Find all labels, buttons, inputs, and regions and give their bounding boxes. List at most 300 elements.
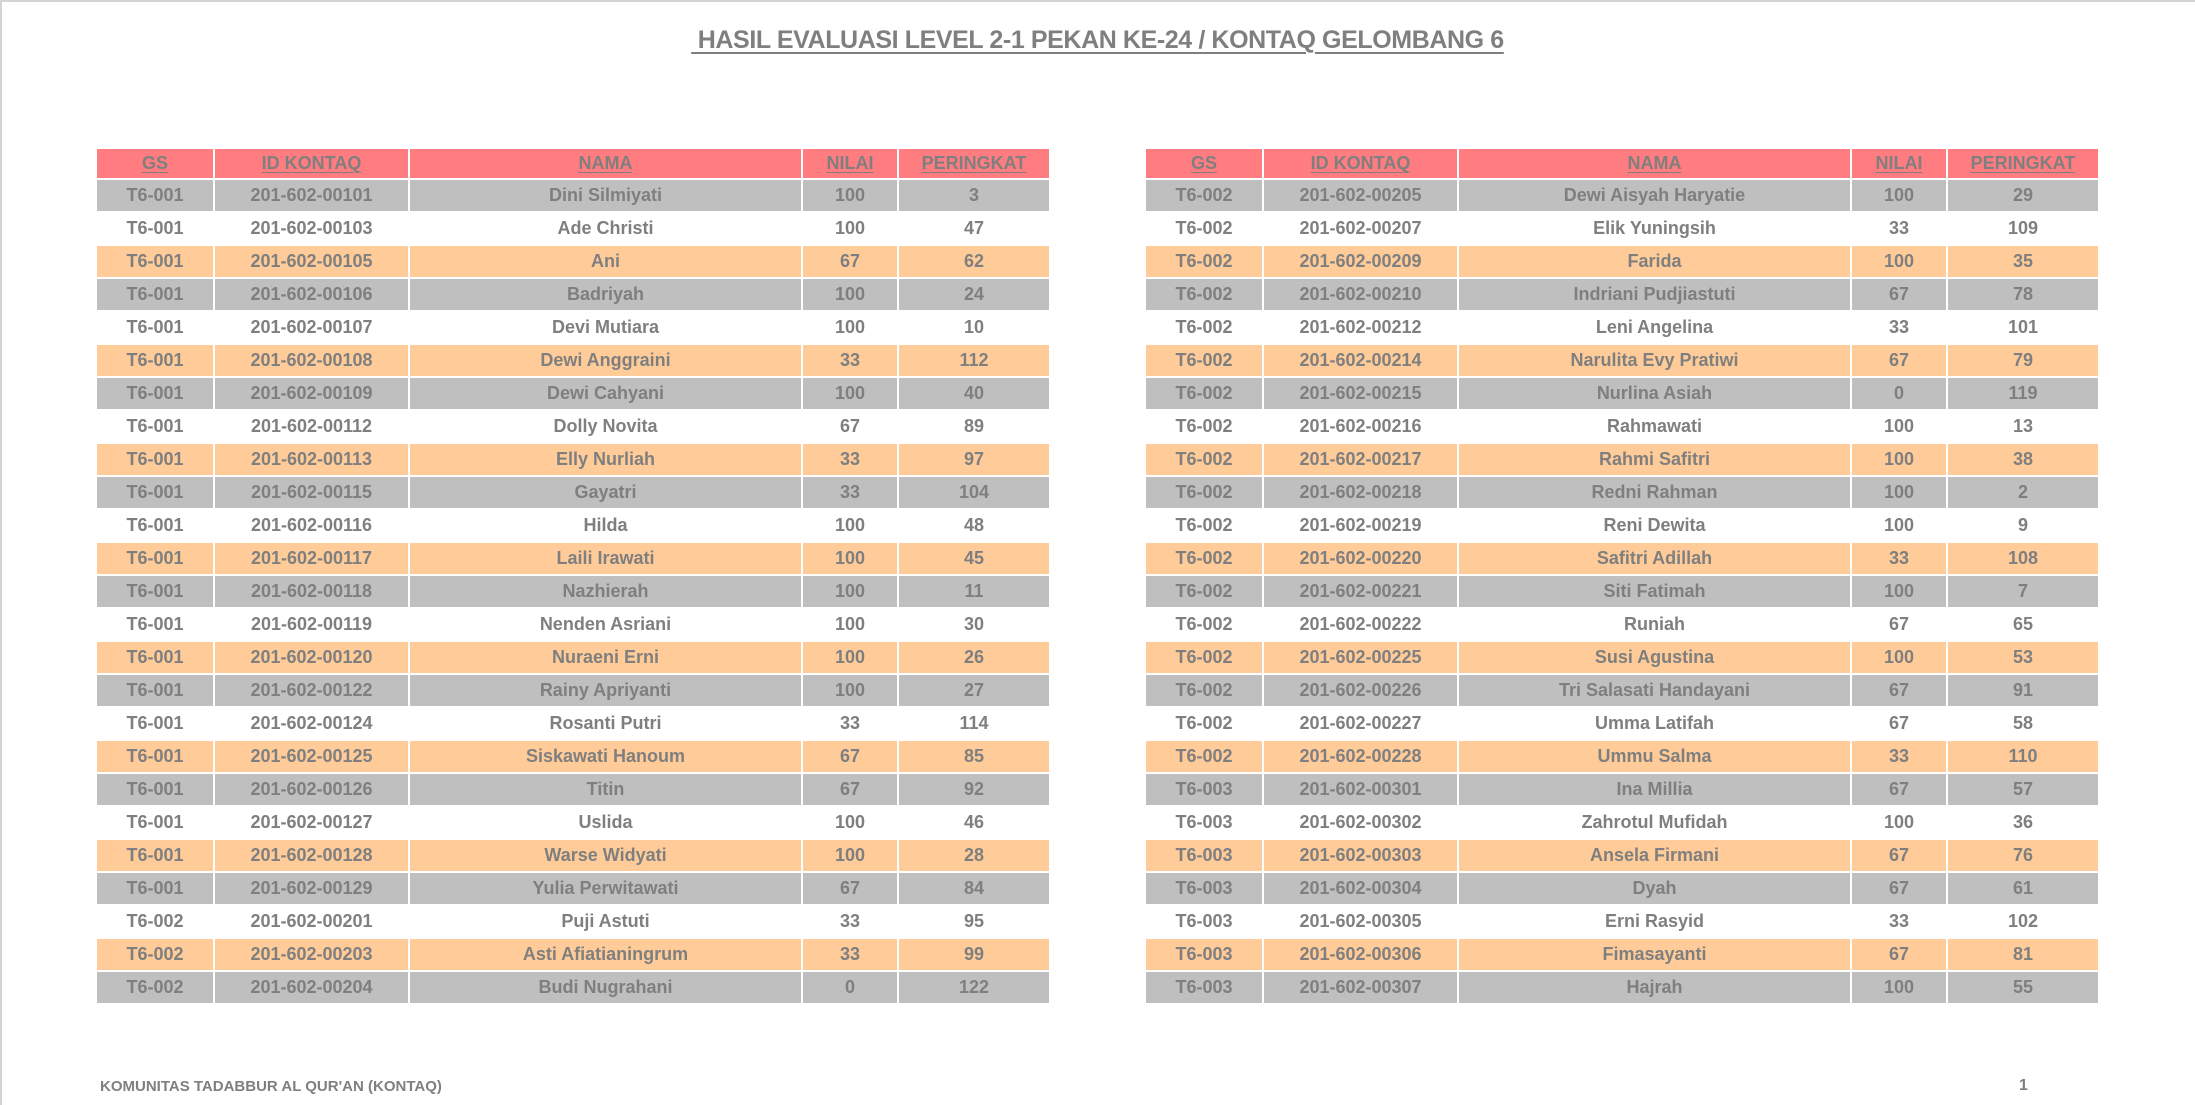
cell-peringkat: 95 [898,905,1049,938]
cell-peringkat: 92 [898,773,1049,806]
cell-nilai: 33 [802,707,898,740]
table-row [97,443,1049,476]
cell-id-kontaq: 201-602-00225 [1263,641,1458,674]
cell-gs: T6-001 [97,311,214,344]
cell-id-kontaq: 201-602-00115 [214,476,409,509]
cell-gs: T6-002 [1146,740,1263,773]
cell-id-kontaq: 201-602-00204 [214,971,409,1004]
cell-nama: Badriyah [409,278,802,311]
cell-id-kontaq: 201-602-00203 [214,938,409,971]
cell-peringkat: 62 [898,245,1049,278]
cell-id-kontaq: 201-602-00217 [1263,443,1458,476]
cell-id-kontaq: 201-602-00201 [214,905,409,938]
cell-nama: Dyah [1458,872,1851,905]
cell-gs: T6-001 [97,509,214,542]
column-header-label: ID KONTAQ [1310,153,1411,173]
cell-nama: Susi Agustina [1458,641,1851,674]
cell-id-kontaq: 201-602-00120 [214,641,409,674]
cell-id-kontaq: 201-602-00107 [214,311,409,344]
cell-id-kontaq: 201-602-00112 [214,410,409,443]
cell-nilai: 100 [1851,575,1947,608]
cell-peringkat: 29 [1947,179,2098,212]
table-row [97,905,1049,938]
cell-nilai: 33 [802,938,898,971]
cell-nama: Safitri Adillah [1458,542,1851,575]
cell-id-kontaq: 201-602-00128 [214,839,409,872]
cell-id-kontaq: 201-602-00228 [1263,740,1458,773]
table-row [1146,476,2098,509]
table-row [1146,740,2098,773]
cell-peringkat: 65 [1947,608,2098,641]
cell-peringkat: 26 [898,641,1049,674]
table-header-row [1146,149,2098,179]
table-row [1146,872,2098,905]
cell-peringkat: 11 [898,575,1049,608]
cell-nama: Tri Salasati Handayani [1458,674,1851,707]
cell-id-kontaq: 201-602-00226 [1263,674,1458,707]
cell-gs: T6-002 [1146,707,1263,740]
cell-nama: Ani [409,245,802,278]
column-header-gs [97,149,214,179]
table-row [97,542,1049,575]
table-row [1146,905,2098,938]
table-row [97,575,1049,608]
cell-peringkat: 46 [898,806,1049,839]
cell-gs: T6-002 [1146,212,1263,245]
cell-gs: T6-003 [1146,773,1263,806]
cell-nilai: 67 [1851,674,1947,707]
cell-peringkat: 40 [898,377,1049,410]
cell-gs: T6-001 [97,575,214,608]
cell-peringkat: 55 [1947,971,2098,1004]
table-body [1146,179,2098,1004]
cell-peringkat: 102 [1947,905,2098,938]
table-row [1146,806,2098,839]
table-row [97,245,1049,278]
table-row [97,872,1049,905]
table-row [97,278,1049,311]
table-row [97,806,1049,839]
cell-gs: T6-001 [97,179,214,212]
cell-nama: Hajrah [1458,971,1851,1004]
cell-nilai: 67 [802,872,898,905]
column-header-label: PERINGKAT [921,153,1027,173]
cell-id-kontaq: 201-602-00216 [1263,410,1458,443]
cell-nilai: 67 [1851,938,1947,971]
cell-gs: T6-001 [97,245,214,278]
table-row [97,344,1049,377]
cell-gs: T6-003 [1146,839,1263,872]
cell-id-kontaq: 201-602-00219 [1263,509,1458,542]
cell-id-kontaq: 201-602-00301 [1263,773,1458,806]
cell-id-kontaq: 201-602-00129 [214,872,409,905]
column-header-gs [1146,149,1263,179]
cell-gs: T6-002 [1146,179,1263,212]
table-body [97,179,1049,1004]
table-row [97,674,1049,707]
column-header-label: PERINGKAT [1970,153,2076,173]
cell-peringkat: 35 [1947,245,2098,278]
cell-id-kontaq: 201-602-00119 [214,608,409,641]
cell-peringkat: 89 [898,410,1049,443]
table-row [1146,245,2098,278]
table-row [1146,542,2098,575]
cell-nama: Ummu Salma [1458,740,1851,773]
cell-nilai: 33 [802,443,898,476]
cell-id-kontaq: 201-602-00305 [1263,905,1458,938]
table-row [97,476,1049,509]
cell-gs: T6-001 [97,443,214,476]
cell-id-kontaq: 201-602-00304 [1263,872,1458,905]
cell-id-kontaq: 201-602-00125 [214,740,409,773]
cell-id-kontaq: 201-602-00113 [214,443,409,476]
cell-nilai: 33 [1851,905,1947,938]
cell-nilai: 100 [1851,179,1947,212]
cell-nama: Laili Irawati [409,542,802,575]
table-row [1146,575,2098,608]
cell-peringkat: 3 [898,179,1049,212]
column-header-nama [409,149,802,179]
cell-gs: T6-002 [1146,542,1263,575]
cell-peringkat: 47 [898,212,1049,245]
cell-nama: Rahmawati [1458,410,1851,443]
cell-nilai: 33 [802,476,898,509]
table-header-row [97,149,1049,179]
cell-id-kontaq: 201-602-00306 [1263,938,1458,971]
results-table-left [97,149,1049,1005]
table-row [1146,641,2098,674]
cell-nilai: 100 [802,542,898,575]
cell-gs: T6-003 [1146,806,1263,839]
column-header-label: GS [1190,153,1217,173]
column-header-nama [1458,149,1851,179]
table-row [97,839,1049,872]
cell-nama: Reni Dewita [1458,509,1851,542]
cell-nama: Hilda [409,509,802,542]
page-title-text: HASIL EVALUASI LEVEL 2-1 PEKAN KE-24 / KONTAQ GELOMBANG 6 [691,26,1504,54]
cell-gs: T6-002 [1146,344,1263,377]
table-row [1146,212,2098,245]
footer-organization: KOMUNITAS TADABBUR AL QUR'AN (KONTAQ) [100,1078,442,1095]
page-title [0,26,2195,55]
cell-nama: Uslida [409,806,802,839]
cell-id-kontaq: 201-602-00124 [214,707,409,740]
table-row [1146,773,2098,806]
table-row [97,377,1049,410]
cell-peringkat: 7 [1947,575,2098,608]
table-row [97,608,1049,641]
cell-peringkat: 78 [1947,278,2098,311]
cell-gs: T6-002 [1146,509,1263,542]
cell-id-kontaq: 201-602-00207 [1263,212,1458,245]
cell-gs: T6-001 [97,608,214,641]
column-header-label: NILAI [1875,153,1923,173]
column-header-label: NILAI [826,153,874,173]
cell-gs: T6-002 [1146,377,1263,410]
cell-id-kontaq: 201-602-00210 [1263,278,1458,311]
table-row [1146,971,2098,1004]
cell-nama: Yulia Perwitawati [409,872,802,905]
cell-id-kontaq: 201-602-00221 [1263,575,1458,608]
cell-gs: T6-001 [97,740,214,773]
cell-nama: Fimasayanti [1458,938,1851,971]
cell-peringkat: 110 [1947,740,2098,773]
column-header-peringkat [898,149,1049,179]
cell-gs: T6-002 [1146,410,1263,443]
cell-id-kontaq: 201-602-00108 [214,344,409,377]
table-row [1146,509,2098,542]
cell-nilai: 33 [802,905,898,938]
cell-nilai: 67 [1851,608,1947,641]
cell-nama: Umma Latifah [1458,707,1851,740]
cell-nama: Devi Mutiara [409,311,802,344]
cell-nama: Farida [1458,245,1851,278]
table-row [1146,443,2098,476]
cell-gs: T6-002 [1146,278,1263,311]
table-row [97,509,1049,542]
cell-nama: Redni Rahman [1458,476,1851,509]
table-row [1146,839,2098,872]
cell-peringkat: 84 [898,872,1049,905]
cell-nama: Ade Christi [409,212,802,245]
cell-nama: Runiah [1458,608,1851,641]
cell-nama: Rahmi Safitri [1458,443,1851,476]
table-row [1146,179,2098,212]
table-row [1146,674,2098,707]
cell-gs: T6-001 [97,542,214,575]
cell-peringkat: 112 [898,344,1049,377]
cell-gs: T6-003 [1146,872,1263,905]
cell-peringkat: 9 [1947,509,2098,542]
cell-nama: Indriani Pudjiastuti [1458,278,1851,311]
table-row [1146,707,2098,740]
table-row [97,740,1049,773]
table-row [97,938,1049,971]
cell-id-kontaq: 201-602-00122 [214,674,409,707]
cell-peringkat: 58 [1947,707,2098,740]
table-row [1146,410,2098,443]
cell-gs: T6-001 [97,377,214,410]
cell-gs: T6-002 [1146,674,1263,707]
table-row [97,773,1049,806]
column-header-peringkat [1947,149,2098,179]
cell-id-kontaq: 201-602-00101 [214,179,409,212]
cell-nama: Puji Astuti [409,905,802,938]
cell-nilai: 100 [802,674,898,707]
cell-id-kontaq: 201-602-00302 [1263,806,1458,839]
cell-nilai: 100 [802,575,898,608]
cell-gs: T6-002 [1146,608,1263,641]
cell-nilai: 67 [1851,344,1947,377]
cell-nilai: 100 [1851,410,1947,443]
cell-gs: T6-002 [1146,476,1263,509]
column-header-id-kontaq [1263,149,1458,179]
cell-nama: Erni Rasyid [1458,905,1851,938]
cell-nilai: 67 [802,773,898,806]
cell-nilai: 67 [1851,839,1947,872]
cell-peringkat: 81 [1947,938,2098,971]
table-row [97,707,1049,740]
cell-peringkat: 10 [898,311,1049,344]
cell-id-kontaq: 201-602-00116 [214,509,409,542]
cell-id-kontaq: 201-602-00209 [1263,245,1458,278]
table-row [1146,311,2098,344]
cell-gs: T6-001 [97,212,214,245]
cell-id-kontaq: 201-602-00214 [1263,344,1458,377]
cell-nilai: 0 [802,971,898,1004]
cell-gs: T6-001 [97,773,214,806]
cell-id-kontaq: 201-602-00117 [214,542,409,575]
table-row [1146,938,2098,971]
table-row [1146,608,2098,641]
cell-id-kontaq: 201-602-00205 [1263,179,1458,212]
cell-peringkat: 30 [898,608,1049,641]
cell-nilai: 33 [1851,311,1947,344]
cell-peringkat: 53 [1947,641,2098,674]
cell-gs: T6-002 [1146,311,1263,344]
cell-peringkat: 61 [1947,872,2098,905]
cell-nilai: 67 [1851,773,1947,806]
cell-nilai: 100 [802,641,898,674]
table-row [1146,344,2098,377]
cell-peringkat: 109 [1947,212,2098,245]
table-row [97,641,1049,674]
cell-nilai: 100 [802,806,898,839]
cell-nama: Asti Afiatianingrum [409,938,802,971]
cell-peringkat: 48 [898,509,1049,542]
cell-id-kontaq: 201-602-00222 [1263,608,1458,641]
column-header-label: ID KONTAQ [261,153,362,173]
results-table-right [1146,149,2098,1005]
column-header-nilai [1851,149,1947,179]
cell-gs: T6-001 [97,410,214,443]
cell-gs: T6-001 [97,839,214,872]
cell-nilai: 100 [1851,509,1947,542]
cell-nama: Elik Yuningsih [1458,212,1851,245]
cell-nama: Dewi Aisyah Haryatie [1458,179,1851,212]
page-number: 1 [2019,1077,2028,1094]
cell-nama: Zahrotul Mufidah [1458,806,1851,839]
cell-id-kontaq: 201-602-00127 [214,806,409,839]
cell-nilai: 67 [802,740,898,773]
cell-gs: T6-002 [1146,575,1263,608]
cell-nama: Gayatri [409,476,802,509]
cell-nilai: 67 [1851,707,1947,740]
column-header-id-kontaq [214,149,409,179]
cell-peringkat: 38 [1947,443,2098,476]
cell-peringkat: 24 [898,278,1049,311]
cell-id-kontaq: 201-602-00103 [214,212,409,245]
page-border-left [0,0,2,1105]
cell-nama: Nuraeni Erni [409,641,802,674]
cell-gs: T6-002 [1146,443,1263,476]
column-header-nilai [802,149,898,179]
cell-gs: T6-003 [1146,971,1263,1004]
page-border-top [0,0,2195,2]
cell-nilai: 33 [1851,212,1947,245]
cell-gs: T6-001 [97,806,214,839]
table-row [97,212,1049,245]
cell-gs: T6-003 [1146,938,1263,971]
column-header-label: GS [141,153,168,173]
cell-nilai: 100 [802,608,898,641]
cell-id-kontaq: 201-602-00307 [1263,971,1458,1004]
cell-gs: T6-002 [97,938,214,971]
cell-gs: T6-001 [97,674,214,707]
cell-gs: T6-002 [97,971,214,1004]
cell-nama: Ina Millia [1458,773,1851,806]
cell-nilai: 100 [1851,245,1947,278]
cell-nilai: 100 [1851,476,1947,509]
cell-gs: T6-002 [97,905,214,938]
cell-nama: Rainy Apriyanti [409,674,802,707]
cell-peringkat: 79 [1947,344,2098,377]
cell-id-kontaq: 201-602-00303 [1263,839,1458,872]
cell-nama: Ansela Firmani [1458,839,1851,872]
cell-id-kontaq: 201-602-00105 [214,245,409,278]
cell-peringkat: 104 [898,476,1049,509]
cell-gs: T6-001 [97,641,214,674]
cell-id-kontaq: 201-602-00218 [1263,476,1458,509]
cell-nama: Leni Angelina [1458,311,1851,344]
cell-nama: Elly Nurliah [409,443,802,476]
cell-nilai: 67 [1851,872,1947,905]
cell-nilai: 100 [802,278,898,311]
table-row [97,311,1049,344]
cell-peringkat: 36 [1947,806,2098,839]
cell-gs: T6-001 [97,476,214,509]
table-row [97,971,1049,1004]
cell-nama: Warse Widyati [409,839,802,872]
cell-nama: Rosanti Putri [409,707,802,740]
cell-peringkat: 13 [1947,410,2098,443]
cell-peringkat: 27 [898,674,1049,707]
cell-nama: Nazhierah [409,575,802,608]
cell-nilai: 100 [802,179,898,212]
cell-nilai: 67 [802,410,898,443]
cell-nama: Dolly Novita [409,410,802,443]
cell-id-kontaq: 201-602-00126 [214,773,409,806]
cell-nilai: 33 [1851,542,1947,575]
cell-peringkat: 2 [1947,476,2098,509]
cell-nama: Siskawati Hanoum [409,740,802,773]
cell-gs: T6-001 [97,707,214,740]
cell-nilai: 100 [1851,806,1947,839]
cell-peringkat: 85 [898,740,1049,773]
cell-id-kontaq: 201-602-00215 [1263,377,1458,410]
cell-nilai: 100 [802,311,898,344]
cell-nama: Nurlina Asiah [1458,377,1851,410]
cell-nama: Dewi Cahyani [409,377,802,410]
column-header-label: NAMA [578,153,633,173]
cell-nilai: 67 [1851,278,1947,311]
cell-nama: Dini Silmiyati [409,179,802,212]
cell-nilai: 100 [802,377,898,410]
cell-peringkat: 45 [898,542,1049,575]
cell-nilai: 100 [802,839,898,872]
cell-nama: Nenden Asriani [409,608,802,641]
cell-nilai: 67 [802,245,898,278]
cell-peringkat: 57 [1947,773,2098,806]
cell-peringkat: 119 [1947,377,2098,410]
cell-id-kontaq: 201-602-00109 [214,377,409,410]
cell-nama: Budi Nugrahani [409,971,802,1004]
column-header-label: NAMA [1627,153,1682,173]
cell-nama: Dewi Anggraini [409,344,802,377]
cell-id-kontaq: 201-602-00106 [214,278,409,311]
cell-peringkat: 122 [898,971,1049,1004]
cell-peringkat: 91 [1947,674,2098,707]
